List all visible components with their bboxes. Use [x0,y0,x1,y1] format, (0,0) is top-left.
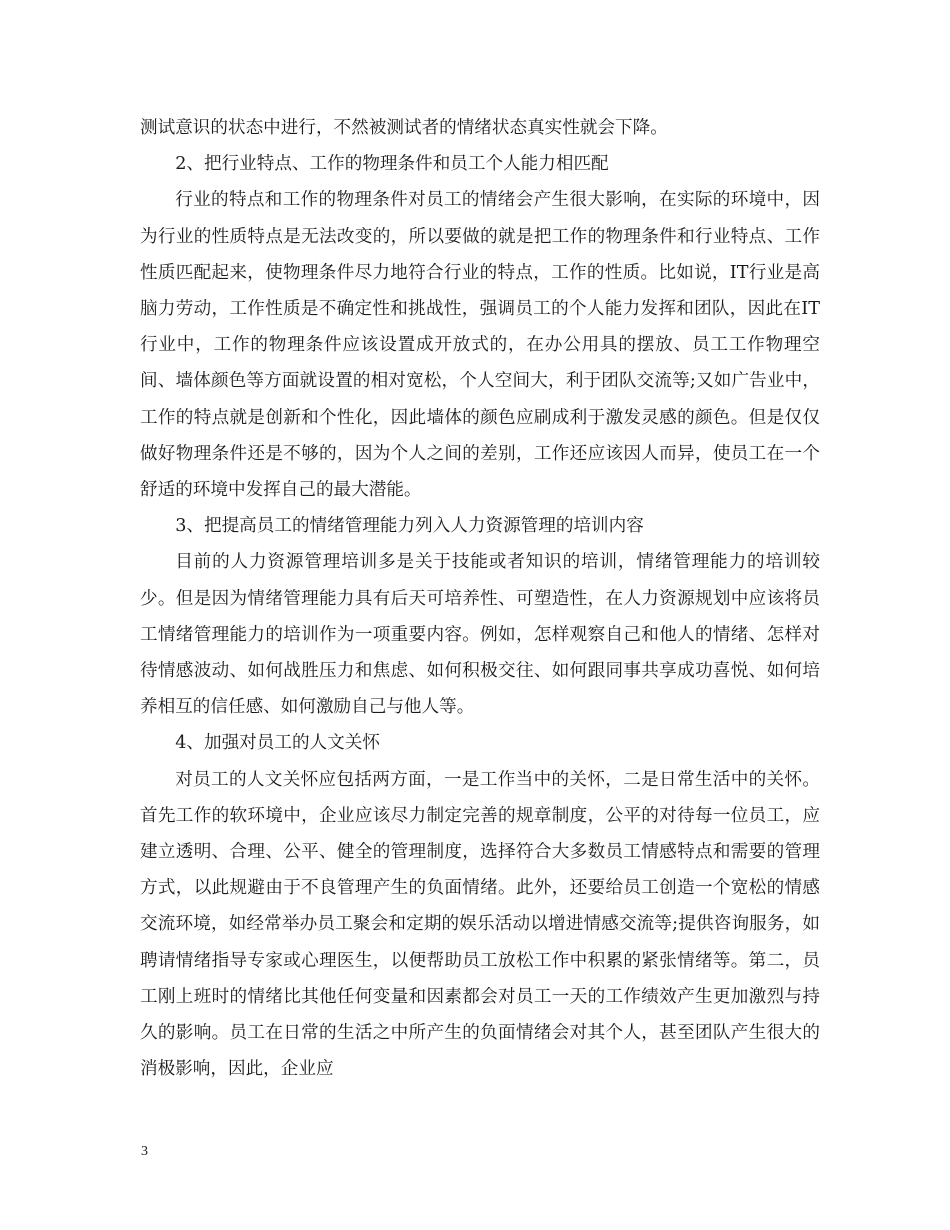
paragraph-continuation: 测试意识的状态中进行，不然被测试者的情绪状态真实性就会下降。 [140,118,668,138]
section-heading-3: 3、把提高员工的情绪管理能力列入人力资源管理的培训内容 [175,516,644,537]
section-heading-2: 2、把行业特点、工作的物理条件和员工个人能力相匹配 [175,154,609,175]
document-body [140,110,820,1087]
paragraph-emotion-training: 目前的人力资源管理培训多是关于技能或者知识的培训，情绪管理能力的培训较少。但是因为情绪管理能力具有后天可培养性、可塑造性，在人力资源规划中应该将员工情绪管理能力的培训作为一项重要内容。例如，怎样观察自己和他人的情绪、怎样对待情感波动、如何战胜压力和焦虑、如何积极交往、如何跟同事共享成功喜悦、如何培养相互的信任感、如何激励自己与他人等。 [140,552,820,718]
section-heading-4: 4、加强对员工的人文关怀 [175,733,380,754]
paragraph-industry-conditions: 行业的特点和工作的物理条件对员工的情绪会产生很大影响，在实际的环境中，因为行业的性质特点是无法改变的，所以要做的就是把工作的物理条件和行业特点、工作性质匹配起来，使物理条件尽力地符合行业的特点，工作的性质。比如说，IT行业是高脑力劳动，工作性质是不确定性和挑战性，强调员工的个人能力发挥和团队，因此在IT行业中，工作的物理条件应该设置成开放式的，在办公用具的摆放、员工工作物理空间、墙体颜色等方面就设置的相对宽松，个人空间大，利于团队交流等;又如广告业中，工作的特点就是创新和个性化，因此墙体的颜色应刷成利于激发灵感的颜色。但是仅仅做好物理条件还是不够的，因为个人之间的差别，工作还应该因人而异，使员工在一个舒适的环境中发挥自己的最大潜能。 [140,190,820,501]
page-number: 3 [141,1144,148,1159]
paragraph-humanistic-care: 对员工的人文关怀应包括两方面，一是工作当中的关怀，二是日常生活中的关怀。首先工作的软环境中，企业应该尽力制定完善的规章制度，公平的对待每一位员工，应建立透明、合理、公平、健全的管理制度，选择符合大多数员工情感特点和需要的管理方式，以此规避由于不良管理产生的负面情绪。此外，还要给员工创造一个宽松的情感交流环境，如经常举办员工聚会和定期的娱乐活动以增进情感交流等;提供咨询服务，如聘请情绪指导专家或心理医生，以便帮助员工放松工作中积累的紧张情绪等。第二，员工刚上班时的情绪比其他任何变量和因素都会对员工一天的工作绩效产生更加激烈与持久的影响。员工在日常的生活之中所产生的负面情绪会对其个人，甚至团队产生很大的消极影响，因此，企业应 [140,769,820,1080]
